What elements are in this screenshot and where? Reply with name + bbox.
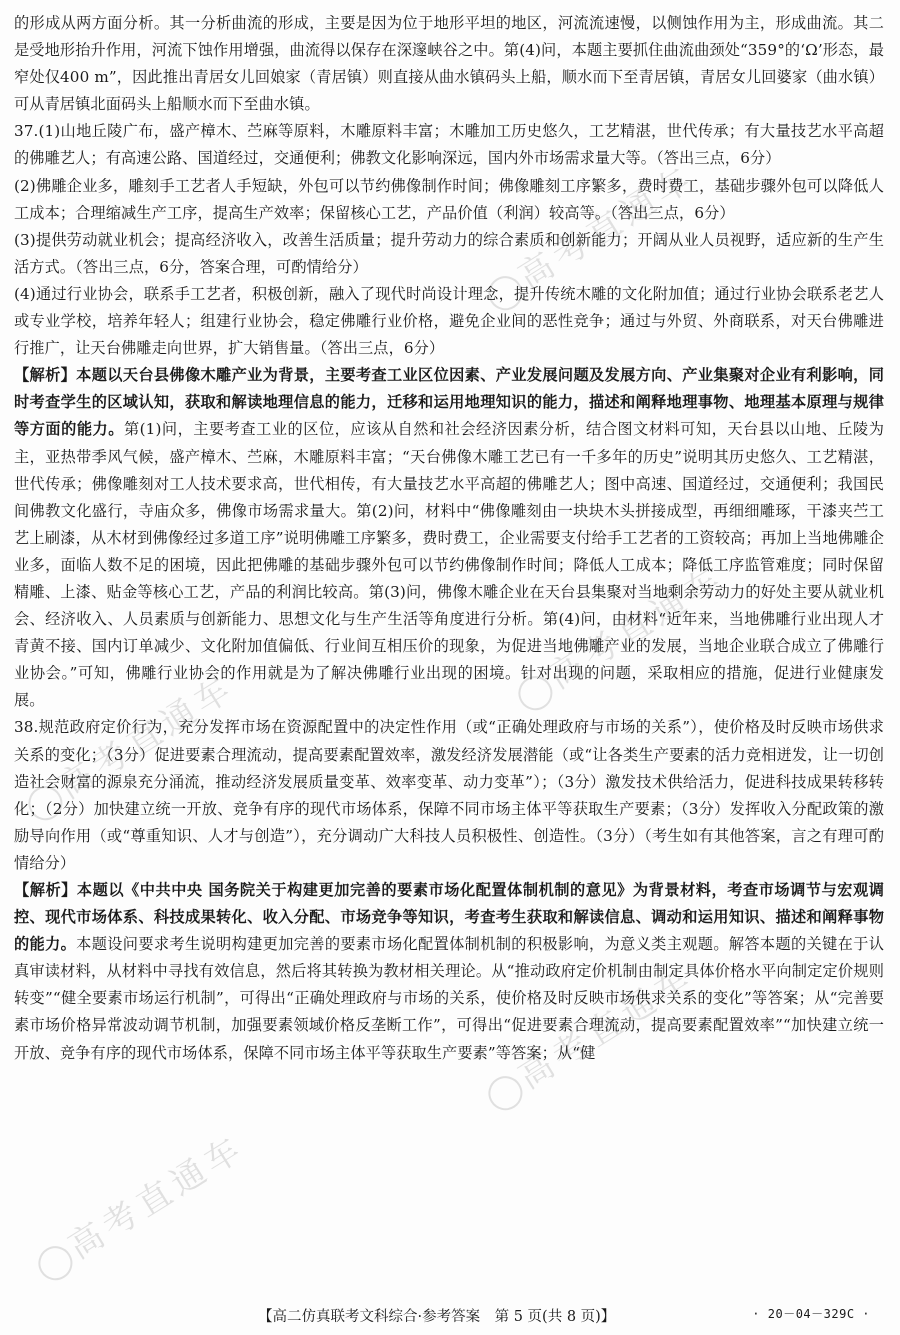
watermark-logo-icon <box>32 1239 79 1286</box>
watermark-text: 高考直通车 <box>511 157 703 298</box>
answer-paragraph: 的形成从两方面分析。其一分析曲流的形成，主要是因为位于地形平坦的地区，河流流速慢，以侧蚀作用为主，形成曲流。其二是受地形抬升作用，河流下蚀作用增强，曲流得以保存在深邃峡谷之中。第(4)问，本题主要抓住曲流曲颈处“359°的‘Ω’形态，最窄处仅400 m”，因此推出青居女儿回娘家（青居镇）则直接从曲水镇码头上船，顺水而下至青居镇，青居女儿回婆家（曲水镇）可从青居镇北面码头上船顺水而下至曲水镇。 <box>14 14 884 114</box>
analysis-summary: 本题以《中共中央 国务院关于构建更加完善的要素市场化配置体制机制的意见》为背景材料，考查市场调节与宏观调控、现代市场体系、科技成果转化、收入分配、市场竞争等知识，考查考生获取和解读信息、调动和运用知识、描述和阐释事物的能力。 <box>14 881 884 954</box>
answer-paragraph: (3)提供劳动就业机会；提高经济收入，改善生活质量；提升劳动力的综合素质和创新能力；开阔从业人员视野，适应新的生产生活方式。（答出三点，6分，答案合理，可酌情给分） <box>14 230 884 276</box>
analysis-summary: 本题以天台县佛像木雕产业为背景，主要考查工业区位因素、产业发展问题及发展方向、产业集聚对企业有利影响，同时考查学生的区域认知，获取和解读地理信息的能力，迁移和运用地理知识的能力，描述和阐释地理事物、地理基本原理与规律等方面的能力。 <box>14 366 885 439</box>
watermark-logo-icon <box>482 1069 529 1116</box>
analysis-tag: 【解析】 <box>14 366 77 385</box>
answer-paragraph: (2)佛雕企业多，雕刻手工艺者人手短缺，外包可以节约佛像制作时间；佛像雕刻工序繁多，费时费工，基础步骤外包可以降低人工成本；合理缩减生产工序，提高生产效率；保留核心工艺，产品价值（利润）较高等。（答出三点，6分） <box>14 176 884 222</box>
analysis-body: 第(1)问，主要考查工业的区位，应该从自然和社会经济因素分析，结合图文材料可知，天台县以山地、丘陵为主，亚热带季风气候，盛产樟木、苎麻，木雕原料丰富；“天台佛像木雕工艺已有一千多年的历史”说明其历史悠久、工艺精湛，世代传承；佛像雕刻对工人技术要求高，世代相传，有大量技艺水平高超的佛雕艺人；图中高速、国道经过，交通便利；我国民间佛教文化盛行，寺庙众多，佛像市场需求量大。第(2)问，材料中“佛像雕刻由一块块木头拼接成型，再细细雕琢，干漆夹苎工艺上刷漆，从木材到佛像经过多道工序”说明佛雕工序繁多，费时费工，企业需要支付给手工艺者的工资较高；再加上当地佛雕企业多，面临人数不足的困境，因此把佛雕的基础步骤外包可以节约佛像制作时间；降低人工成本；降低工序监管难度；同时保留精雕、上漆、贴金等核心工艺，产品的利润比较高。第(3)问，佛像木雕企业在天台县集聚对当地剩余劳动力的好处主要从就业机会、经济收入、人员素质与创新能力、思想文化与生产生活等角度进行分析。第(4)问，由材料“近年来，当地佛雕行业出现人才青黄不接、国内订单减少、文化附加值偏低、行业间互相压价的现象，为促进当地佛雕产业的发展，当地企业联合成立了佛雕行业协会。”可知，佛雕行业协会的作用就是为了解决佛雕行业出现的困境。针对出现的问题，采取相应的措施，促进行业健康发展。 <box>14 420 884 710</box>
analysis-paragraph <box>14 877 884 1067</box>
page-footer <box>0 1303 900 1329</box>
watermark-text: 高考直通车 <box>511 957 703 1098</box>
analysis-tag: 【解析】 <box>14 881 77 899</box>
answer-paragraph: 37.(1)山地丘陵广布，盛产樟木、苎麻等原料，木雕原料丰富；木雕加工历史悠久，工艺精湛，世代传承；有大量技艺水平高超的佛雕艺人；有高速公路、国道经过，交通便利；佛教文化影响深远，国内外市场需求量大等。（答出三点，6分） <box>14 122 884 168</box>
watermark-text: 高考直通车 <box>541 557 733 698</box>
watermark <box>25 1121 253 1289</box>
answer-paragraph: 38.规范政府定价行为，充分发挥市场在资源配置中的决定性作用（或“正确处理政府与市场的关系”），使价格及时反映市场供求关系的变化；（3分）促进要素合理流动，提高要素配置效率，激发经济发展潜能（或“让各类生产要素的活力竞相迸发，让一切创造社会财富的源泉充分涌流，推动经济发展质量变革、效率变革、动力变革”）；（3分）激发技术供给活力，促进科技成果转移转化；（2分）加快建立统一开放、竞争有序的现代市场体系，保障不同市场主体平等获取生产要素；（3分）发挥收入分配政策的激励导向作用（或“尊重知识、人才与创造”），充分调动广大科技人员积极性、创造性。（3分）（考生如有其他答案，言之有理可酌情给分） <box>14 718 884 872</box>
watermark-text: 高考直通车 <box>61 1127 253 1268</box>
document-body <box>14 10 884 1067</box>
analysis-body: 本题设问要求考生说明构建更加完善的要素市场化配置体制机制的积极影响，为意义类主观题。解答本题的关键在于认真审读材料，从材料中寻找有效信息，然后将其转换为教材相关理论。从“推动政府定价机制由制定具体价格水平向制定定价规则转变”“健全要素市场运行机制”，可得出“正确处理政府与市场的关系，使价格及时反映市场供求关系的变化”等答案；从“完善要素市场价格异常波动调节机制，加强要素领域价格反垄断工作”，可得出“促进要素合理流动，提高要素配置效率”“加快建立统一开放、竞争有序的现代市场体系，保障不同市场主体平等获取生产要素”等答案；从“健 <box>14 935 885 1062</box>
watermark-text: 高考直通车 <box>51 667 243 808</box>
footer-title: 【高二仿真联考文科综合·参考答案 第 5 页(共 8 页)】 <box>258 1309 616 1325</box>
answer-paragraph: (4)通过行业协会，联系手工艺者，积极创新，融入了现代时尚设计理念，提升传统木雕的文化附加值；通过行业协会联系老艺人或专业学校，培养年轻人；组建行业协会，稳定佛雕行业价格，避免企业间的恶性竞争；通过与外贸、外商联系，对天台佛雕进行推广，让天台佛雕走向世界，扩大销售量。（答出三点，6分） <box>14 284 884 358</box>
footer-code: · 20－04－329C · <box>752 1307 870 1321</box>
analysis-paragraph <box>14 362 884 714</box>
